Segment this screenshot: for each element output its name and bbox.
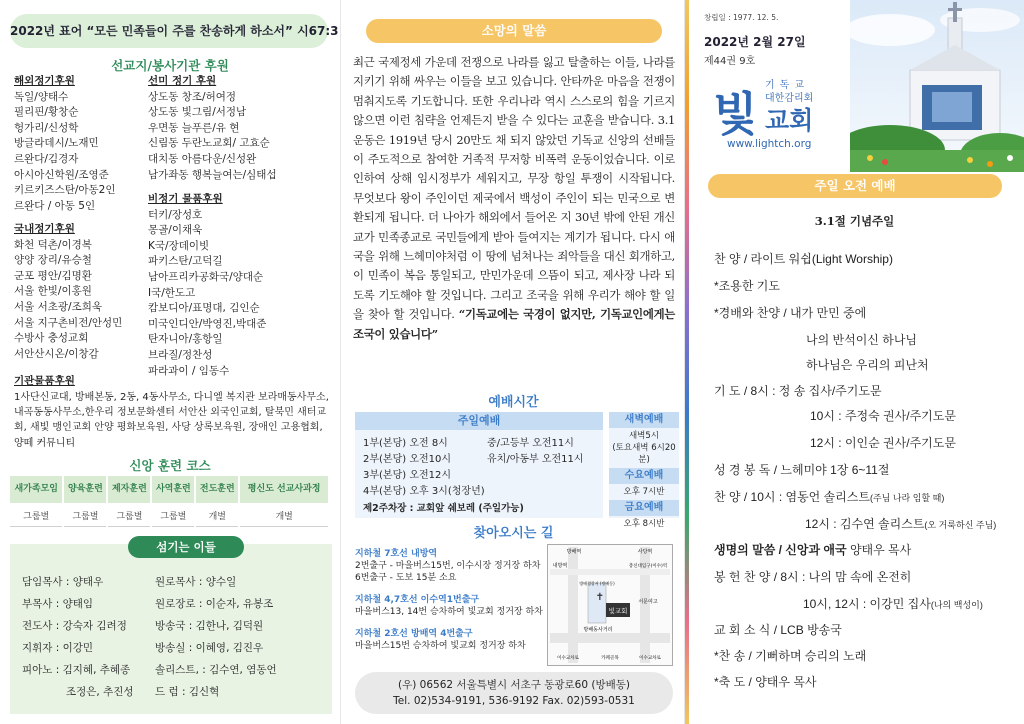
list-item: 양양 장리/유승철 <box>14 254 92 267</box>
hope-article <box>353 53 675 344</box>
list-item: K국/장데이빗 <box>148 239 210 252</box>
order-row <box>714 277 780 294</box>
server-item: 피아노 : 김지혜, 추혜종 <box>22 664 131 676</box>
sunday-worship-box <box>355 412 603 518</box>
order-row <box>714 541 911 558</box>
direction-line: 6번출구 - 도보 15분 소요 <box>355 573 457 583</box>
order-text: 나의 반석이신 하나님 <box>806 333 917 347</box>
map-label: 방배역 <box>566 549 582 555</box>
order-row <box>714 250 893 267</box>
table-header: 사역훈련 <box>152 476 194 503</box>
server-item: 전도사 : 강숙자 김려정 <box>22 620 127 632</box>
church-url[interactable]: www.lightch.org <box>727 138 812 150</box>
table-cell: 그룹별 <box>64 505 106 527</box>
institutions-text: 1사단신교대, 방배본동, 2동, 4동사무소, 다니엘 복지관 보라매동사무소, 내곡동동사무소,한우리 정보문화센터 서안산 외국인교회, 탈북민 새터교회, 새빛 맹인교회 안양 평화보육원, 사당 상록보육원, 장애인 고용협회, 양떼 커뮤니티 <box>14 391 329 449</box>
direction-line: 마을버스13, 14번 승차하여 빛교회 정거장 하차 <box>355 607 543 617</box>
list-item: 서울 서초광/조희욱 <box>14 300 103 313</box>
list-item: 남가좌동 행복늘여는/심태섭 <box>148 168 277 181</box>
wednesday-heading: 수요예배 <box>609 468 679 484</box>
order-row <box>714 304 866 321</box>
list-item: 방글라데시/노재민 <box>14 137 99 150</box>
server-item: 원로목사 : 양수일 <box>155 576 237 588</box>
list-item: 파키스탄/고덕길 <box>148 255 223 268</box>
direction-block <box>355 628 545 652</box>
order-label: 봉 헌 찬 양 <box>714 570 771 584</box>
list-item: 터키/장성호 <box>148 208 203 221</box>
service-title: 주일 오전 예배 <box>708 174 1002 198</box>
servers-title: 섬기는 이들 <box>128 536 244 558</box>
group-heading: 비정기 물품후원 <box>148 193 223 205</box>
support-overseas <box>14 74 149 214</box>
church-logo-name: 교회 <box>765 106 814 135</box>
list-item: 서울 지구촌비전/안성민 <box>14 316 123 329</box>
occasion-title: 3.1절 기념주일 <box>814 214 895 228</box>
location-map[interactable] <box>547 544 673 666</box>
servers-box <box>10 540 332 714</box>
table-header: 평신도 선교사과정 <box>240 476 328 503</box>
order-label: *축 도 <box>714 675 746 689</box>
map-label: 카페골목 <box>601 656 619 661</box>
order-row <box>810 407 956 424</box>
article-text: 최근 국제정세 가운데 전쟁으로 나라를 잃고 탈출하는 이들, 나라를 지키기 위해 싸우는 이들을 보고 있습니다. 안타까운 마음을 전쟁이 멈춰지도록 기도합니다. 또한 우리나라 역시 스스로의 힘을 기르지 않으면 이런 침략을 언제든지 받을 수 있다는 교훈을 받습니다. 3.1운동은 1919년 당시 20만도 채 되지 않았던 기독교 신앙의 선배들이 주도적으로 참여한 거족적 무저항 비폭력 운동이었습니다. 이로 인하여 상해 임시정부가 세워지고, 무장 항일 투쟁이 시작됩니다. 무엇보다 왕이 주인이던 제국에서 백성이 주인이 되는 민국으로 변환되게 됩니다. 더 나아가 해외에서 들어온 지 30년 밖에 안된 개신교가 민족종교로 국민들에게 받아 들여지는 계기가 됩니다. 다시 애국을 위해 느헤미야처럼 이 땅에 넘쳐나는 죄악들을 대신 회개하고, 이 민족이 복음 통일되고, 만민가운데 으뜸이 되고, 제사장 나라 되도록 기도해야 할 것입니다. 그리고 조국을 위해 우리가 해야 할 일을 찾아 할 것입니다. <box>353 55 675 322</box>
list-item: 독일/양태수 <box>14 90 69 103</box>
order-note: (주님 나라 임할 때) <box>869 493 945 503</box>
list-item: 수방사 충성교회 <box>14 332 89 345</box>
table-header: 제자훈련 <box>108 476 150 503</box>
parking-note: 제2주차장 : 교회앞 쉐보레 (주일가능) <box>363 503 524 514</box>
table-cell: 그룹별 <box>152 505 194 527</box>
map-label: 방배경찰서 (방배동) <box>579 581 615 586</box>
weekday-worship-box <box>609 412 679 529</box>
left-panel <box>0 0 340 724</box>
order-row <box>714 382 882 399</box>
worship-time: 1부(본당) 오전 8시 <box>363 438 448 449</box>
list-item: 탄자니아/홍항일 <box>148 333 223 346</box>
list-item: 신림동 두란노교회/ 고효순 <box>148 137 270 150</box>
table-header-row <box>10 476 328 503</box>
order-row <box>810 434 956 451</box>
map-label-church: 빛교회 <box>608 607 628 615</box>
map-label: 이수교차로 <box>639 656 661 661</box>
list-item: 파라과이 / 임동수 <box>148 364 230 377</box>
server-item: 드 럼 : 김신혁 <box>155 686 220 698</box>
list-item: 아시아신학원/조영준 <box>14 168 109 181</box>
order-text: 10시 : 주정숙 권사/주기도문 <box>810 409 956 423</box>
order-row <box>806 331 917 348</box>
support-goods <box>148 192 328 379</box>
list-item: 몽골/이채욱 <box>148 224 203 237</box>
table-header: 새가족모임 <box>10 476 62 503</box>
order-row <box>714 621 842 638</box>
order-text: / LCB 방송국 <box>773 623 842 637</box>
order-row <box>803 595 983 612</box>
year-motto: 2022년 표어 “모든 민족들이 주를 찬송하게 하소서” 시67:3 <box>10 14 328 48</box>
list-item: 브라질/정찬성 <box>148 348 213 361</box>
church-logo-denomination: 기독교 <box>765 80 809 91</box>
list-item: 상도동 빛그림/서정남 <box>148 106 247 119</box>
dawn-time: 새벽5시 (토요새벽 6시20분) <box>612 431 676 465</box>
direction-heading: 지하철 7호선 내방역 <box>355 549 438 559</box>
list-item: 르완다 / 아동 5인 <box>14 199 96 212</box>
table-cell: 그룹별 <box>10 505 62 527</box>
direction-block <box>355 548 545 584</box>
table-row <box>10 505 328 527</box>
rainbow-ribbon <box>685 0 689 724</box>
map-label: 방배동사거리 <box>583 627 613 633</box>
order-row <box>714 488 944 505</box>
order-text: 10시, 12시 : 이강민 집사 <box>803 597 931 611</box>
table-header: 전도훈련 <box>196 476 238 503</box>
friday-heading: 금요예배 <box>609 500 679 516</box>
list-item: 대치동 아름다운/신성완 <box>148 152 257 165</box>
directions-title: 찾아오시는 길 <box>473 526 554 541</box>
church-address <box>355 672 673 714</box>
map-label: 내방역 <box>552 563 568 569</box>
table-header: 양육훈련 <box>64 476 106 503</box>
support-title: 선교지/봉사기관 후원 <box>111 58 229 73</box>
server-item: 담임목사 : 양태우 <box>22 576 104 588</box>
list-item: 서울 한빛/이홍원 <box>14 285 92 298</box>
order-text: / 10시 : 염동언 솔리스트 <box>743 490 870 504</box>
map-label: 이수교차로 <box>557 656 579 661</box>
order-row <box>805 515 996 532</box>
list-item: 키르키즈스탄/아동2인 <box>14 184 116 197</box>
training-table <box>8 474 330 529</box>
server-item: 방송실 : 이혜영, 김진우 <box>155 642 264 654</box>
order-text: 하나님은 우리의 피난처 <box>806 358 929 372</box>
group-heading: 해외정기후원 <box>14 75 75 87</box>
list-item: I국/한도고 <box>148 286 196 299</box>
order-note: (오 거룩하신 주님) <box>924 520 997 530</box>
church-logo-mark: 빛 <box>713 87 758 141</box>
order-text: / 라이트 워쉽(Light Worship) <box>743 252 893 266</box>
bulletin-volume: 제44권 9호 <box>704 56 756 67</box>
sermon-title: 생명의 말씀 / 신앙과 애국 <box>714 543 847 557</box>
list-item: 필리핀/황창순 <box>14 106 79 119</box>
worship-time: 3부(본당) 오전12시 <box>363 470 452 481</box>
worship-time: 2부(본당) 오전10시 <box>363 454 452 465</box>
list-item: 군포 평안/김명환 <box>14 269 92 282</box>
church-building-image <box>850 0 1024 172</box>
order-row <box>714 461 889 478</box>
order-row <box>806 356 929 373</box>
list-item: 미국인디안/박영진,박대준 <box>148 317 267 330</box>
list-item: 남아프리카공화국/양대순 <box>148 270 264 283</box>
server-item: 지휘자 : 이강민 <box>22 642 94 654</box>
list-item: 헝가리/신성학 <box>14 121 79 134</box>
table-cell: 그룹별 <box>108 505 150 527</box>
group-heading: 기관물품후원 <box>14 375 75 387</box>
article-quote: “기독교에는 국경이 없지만, 기독교인에게는 조국이 있습니다” <box>353 307 675 341</box>
list-item: 상도동 창조/허여정 <box>148 90 237 103</box>
order-text: / 느헤미야 1장 6~11절 <box>773 463 890 477</box>
list-item: 캄보디아/표명대, 김인순 <box>148 302 260 315</box>
order-label: 찬 양 <box>714 490 741 504</box>
order-row <box>714 673 817 690</box>
middle-panel <box>340 0 685 724</box>
order-label: 기 도 <box>714 384 741 398</box>
support-institutions <box>14 374 332 451</box>
order-text: 12시 : 김수연 솔리스트 <box>805 517 925 531</box>
hope-title: 소망의 말씀 <box>366 19 662 43</box>
group-heading: 선미 정기 후원 <box>148 75 217 87</box>
sermon-preacher: 양태우 목사 <box>849 543 912 557</box>
order-note: (나의 백성이) <box>930 600 983 610</box>
direction-heading: 지하철 4,7호선 이수역1번출구 <box>355 595 480 605</box>
order-row <box>714 568 911 585</box>
order-row <box>714 647 866 664</box>
svg-text:✝: ✝ <box>595 592 605 603</box>
order-text: / 양태우 목사 <box>748 675 817 689</box>
dawn-heading: 새벽예배 <box>609 412 679 428</box>
training-title: 신앙 훈련 코스 <box>129 458 211 473</box>
map-drawing <box>548 545 672 665</box>
map-label: 총신대입구(이수)역 <box>628 564 668 569</box>
order-label: 찬 양 <box>714 252 741 266</box>
phone-line: Tel. 02)534-9191, 536-9192 Fax. 02)593-0531 <box>393 695 635 707</box>
order-text: / 8시 : 나의 맘 속에 온전히 <box>773 570 912 584</box>
worship-time: 4부(본당) 오후 3시(청장년) <box>363 486 485 497</box>
sunday-worship-heading: 주일예배 <box>355 412 603 430</box>
order-label: 성 경 봉 독 <box>714 463 771 477</box>
direction-heading: 지하철 2호선 방배역 4번출구 <box>355 629 473 639</box>
order-label: *조용한 기도 <box>714 279 780 293</box>
server-item: 솔리스트, : 김수연, 염동언 <box>155 664 277 676</box>
direction-block <box>355 594 545 618</box>
support-mission <box>148 74 328 183</box>
order-text: / 8시 : 정 송 집사/주기도문 <box>743 384 882 398</box>
direction-line: 2번출구 - 마을버스15번, 이수시장 정거장 하차 <box>355 561 541 571</box>
order-label: *찬 송 <box>714 649 746 663</box>
order-text: / 내가 만민 중에 <box>783 306 867 320</box>
list-item: 화천 덕촌/이경복 <box>14 238 92 251</box>
server-item: 조정은, 추진성 <box>66 686 134 698</box>
table-cell: 개별 <box>240 505 328 527</box>
list-item: 우면동 늘푸른/유 현 <box>148 121 240 134</box>
worship-time: 중/고등부 오전11시 <box>487 438 574 449</box>
map-label: 사당역 <box>637 549 653 555</box>
worship-time: 유치/아동부 오전11시 <box>487 454 584 465</box>
order-label: *경배와 찬양 <box>714 306 780 320</box>
order-text: 12시 : 이인순 권사/주기도문 <box>810 436 956 450</box>
founding-date: 창립일 : 1977. 12. 5. <box>704 13 779 22</box>
worship-times-title: 예배시간 <box>488 395 539 410</box>
bulletin-date: 2022년 2월 27일 <box>704 35 806 49</box>
order-text: / 기뻐하며 승리의 노래 <box>748 649 867 663</box>
server-item: 원로장로 : 이순자, 유봉조 <box>155 598 274 610</box>
server-item: 부목사 : 양태임 <box>22 598 94 610</box>
wednesday-time: 오후 7시반 <box>623 487 665 497</box>
list-item: 르완다/김경자 <box>14 152 79 165</box>
church-logo-denomination-2: 대한감리회 <box>765 93 814 104</box>
group-heading: 국내정기후원 <box>14 223 75 235</box>
server-item: 방송국 : 김한나, 김덕원 <box>155 620 264 632</box>
address-line: (우) 06562 서울특별시 서초구 동광로60 (방배동) <box>398 679 630 691</box>
order-label: 교 회 소 식 <box>714 623 771 637</box>
map-label: 서문여고 <box>638 599 658 605</box>
direction-line: 마을버스15번 승차하여 빛교회 정거장 하차 <box>355 641 526 651</box>
support-domestic <box>14 222 149 362</box>
list-item: 서안산시온/이창감 <box>14 347 99 360</box>
friday-time: 오후 8시반 <box>623 519 665 529</box>
table-cell: 개별 <box>196 505 238 527</box>
